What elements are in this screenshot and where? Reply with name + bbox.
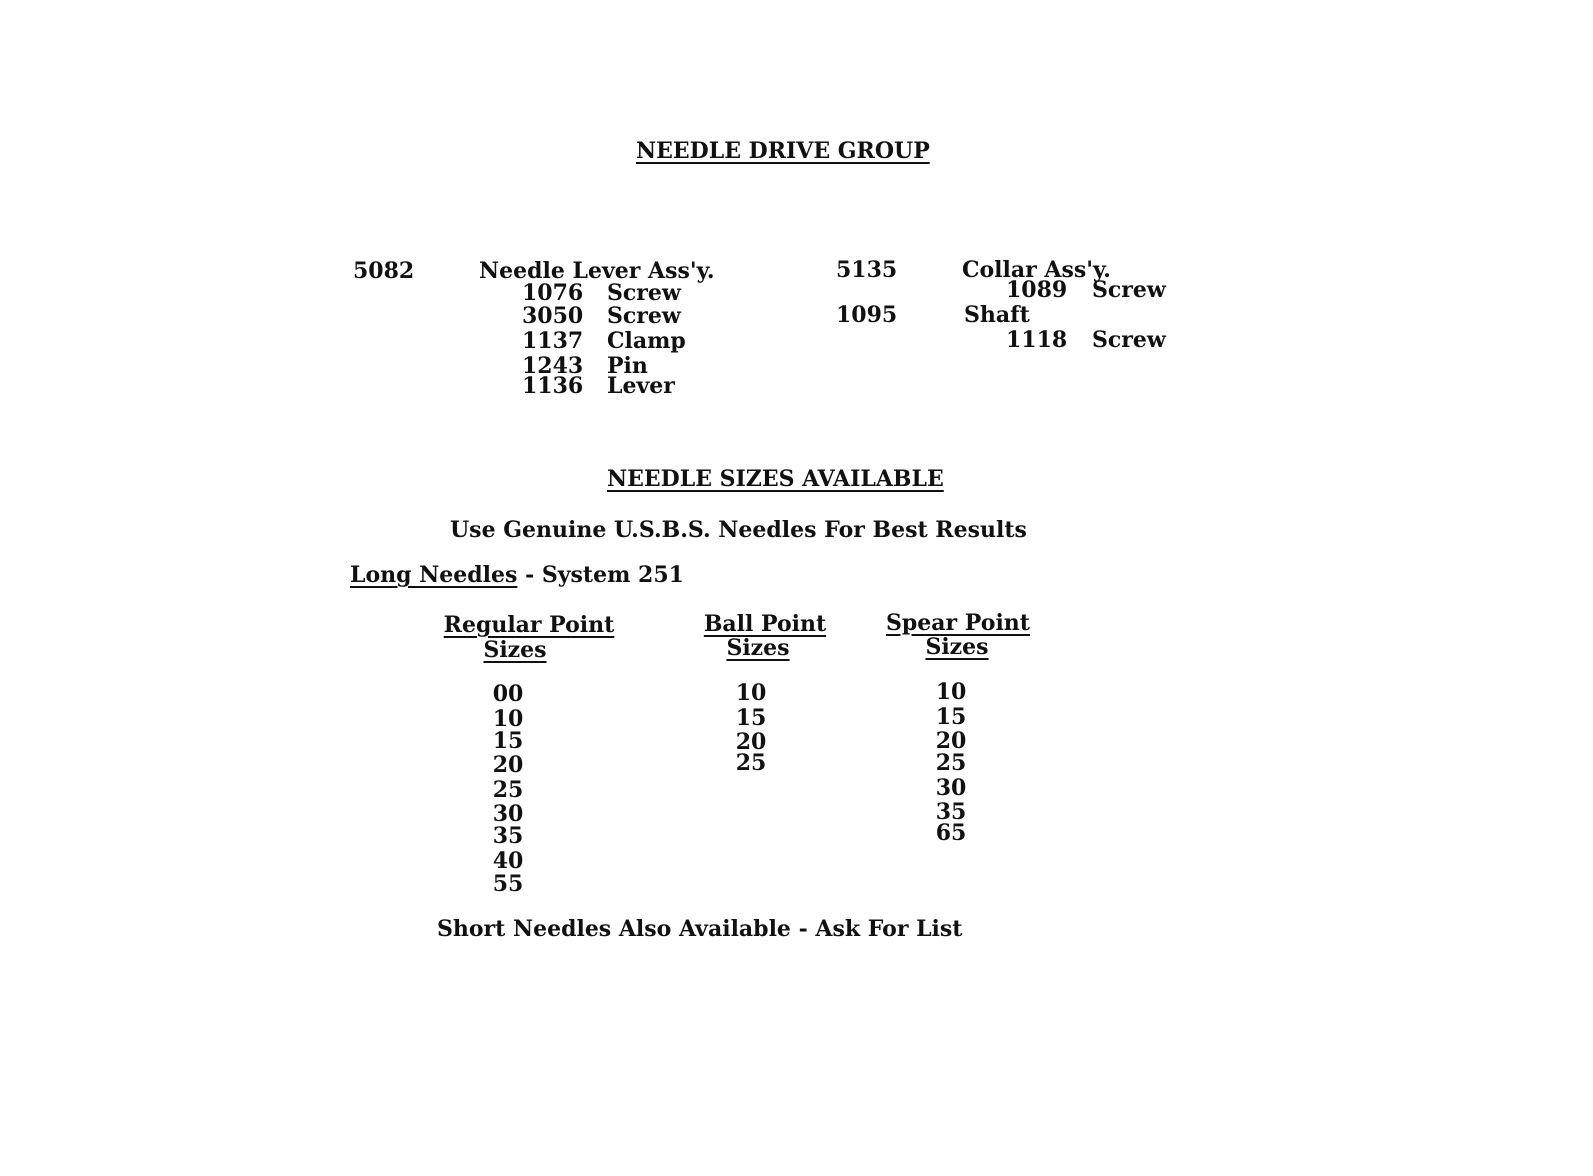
size-value: 35: [492, 823, 524, 849]
size-value: 00: [492, 681, 524, 707]
size-value: 40: [492, 848, 524, 874]
size-value: 10: [492, 706, 524, 732]
column-header-spear: Spear Point: [886, 610, 1030, 636]
footer-note: Short Needles Also Available - Ask For List: [437, 916, 963, 942]
size-value: 20: [935, 728, 967, 754]
part-number: 5082: [353, 258, 415, 284]
size-value: 15: [492, 728, 524, 754]
long-needles-system: - System 251: [517, 562, 684, 588]
component-name: Lever: [607, 373, 675, 399]
component-number: 1118: [1006, 327, 1068, 353]
size-value: 10: [935, 679, 967, 705]
section-title: NEEDLE SIZES AVAILABLE: [607, 466, 944, 492]
part-name: Shaft: [964, 302, 1030, 328]
component-number: 1137: [522, 328, 584, 354]
part-number: 1095: [836, 302, 898, 328]
size-value: 30: [492, 801, 524, 827]
component-name: Screw: [607, 303, 681, 329]
page-title: NEEDLE DRIVE GROUP: [636, 138, 930, 164]
component-number: 1089: [1006, 277, 1068, 303]
component-number: 3050: [522, 303, 584, 329]
size-value: 55: [492, 871, 524, 897]
column-header-spear-sizes: Sizes: [925, 634, 989, 660]
column-header-regular: Regular Point: [443, 612, 615, 638]
size-value: 15: [735, 705, 767, 731]
long-needles-line: [350, 564, 684, 586]
long-needles-label: Long Needles: [350, 562, 518, 588]
size-value: 15: [935, 704, 967, 730]
component-number: 1136: [522, 373, 584, 399]
size-value: 20: [735, 729, 767, 755]
needle-note: Use Genuine U.S.B.S. Needles For Best Results: [450, 517, 1027, 543]
size-value: 30: [935, 775, 967, 801]
size-value: 65: [935, 820, 967, 846]
column-header-regular-sizes: Sizes: [483, 637, 547, 663]
size-value: 25: [935, 750, 967, 776]
column-header-ball: Ball Point: [703, 611, 827, 637]
component-number: 1076: [522, 280, 584, 306]
size-value: 10: [735, 680, 767, 706]
component-name: Screw: [1092, 277, 1166, 303]
component-name: Pin: [607, 353, 648, 379]
size-value: 20: [492, 752, 524, 778]
column-header-ball-sizes: Sizes: [726, 635, 790, 661]
component-name: Screw: [607, 280, 681, 306]
part-name: Collar Ass'y.: [962, 257, 1111, 283]
part-number: 5135: [836, 257, 898, 283]
size-value: 25: [492, 777, 524, 803]
size-value: 35: [935, 799, 967, 825]
part-name: Needle Lever Ass'y.: [479, 258, 715, 284]
component-name: Clamp: [607, 328, 686, 354]
component-name: Screw: [1092, 327, 1166, 353]
size-value: 25: [735, 750, 767, 776]
component-number: 1243: [522, 353, 584, 379]
